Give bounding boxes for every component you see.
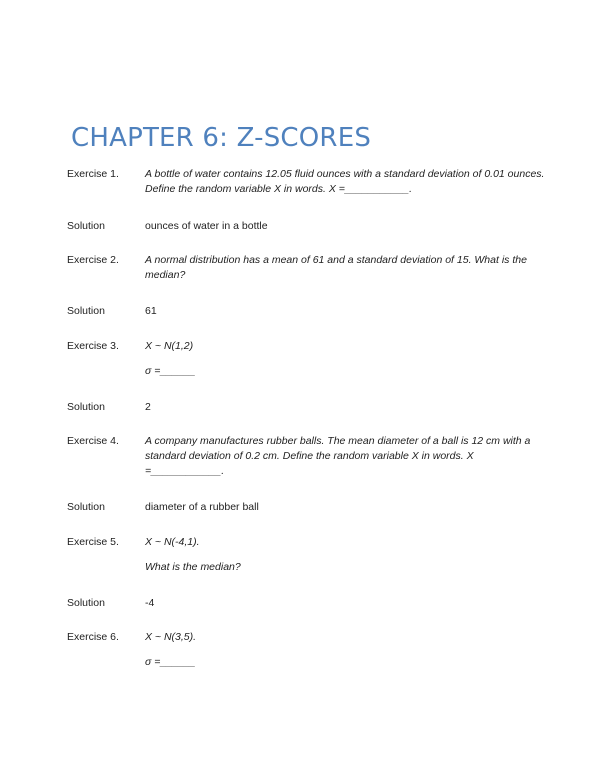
item-text: diameter of a rubber ball — [145, 501, 259, 513]
item-text: A normal distribution has a mean of 61 and a standard deviation of 15. What is the median? — [145, 254, 527, 281]
item-text: ounces of water in a bottle — [145, 220, 268, 232]
item-content — [145, 167, 550, 197]
item-label: Exercise 2. — [67, 254, 119, 266]
item-text: What is the median? — [145, 561, 241, 573]
item-content — [145, 630, 550, 670]
item-content — [145, 304, 550, 319]
item-label: Solution — [67, 401, 105, 413]
item-text: X ~ N(3,5). — [145, 631, 197, 643]
item-label: Exercise 4. — [67, 435, 119, 447]
item-content — [145, 253, 550, 283]
item-label: Exercise 1. — [67, 168, 119, 180]
item-label: Exercise 3. — [67, 340, 119, 352]
item-label: Solution — [67, 597, 105, 609]
item-text: X ~ N(-4,1). — [145, 536, 200, 548]
item-content — [145, 500, 550, 515]
item-text: 2 — [145, 401, 151, 413]
item-label: Solution — [67, 305, 105, 317]
page-title: CHAPTER 6: Z-SCORES — [71, 123, 372, 154]
item-content — [145, 400, 550, 415]
item-content — [145, 596, 550, 611]
item-text: 61 — [145, 305, 157, 317]
item-text: σ =______ — [145, 365, 196, 377]
item-label: Solution — [67, 220, 105, 232]
item-content — [145, 535, 550, 575]
item-content — [145, 434, 550, 479]
item-content — [145, 219, 550, 234]
item-label: Exercise 5. — [67, 536, 119, 548]
item-content — [145, 339, 550, 379]
item-label: Solution — [67, 501, 105, 513]
item-text: -4 — [145, 597, 155, 609]
item-text: X ~ N(1,2) — [145, 340, 194, 352]
item-text: σ =______ — [145, 656, 196, 668]
item-label: Exercise 6. — [67, 631, 119, 643]
item-text: A bottle of water contains 12.05 fluid ounces with a standard deviation of 0.01 ounces. Define the random variable X in words. X =___________. — [145, 168, 545, 195]
item-text: A company manufactures rubber balls. The mean diameter of a ball is 12 cm with a standard deviation of 0.2 cm. Define the random variable X in words. X =____________. — [145, 435, 531, 477]
